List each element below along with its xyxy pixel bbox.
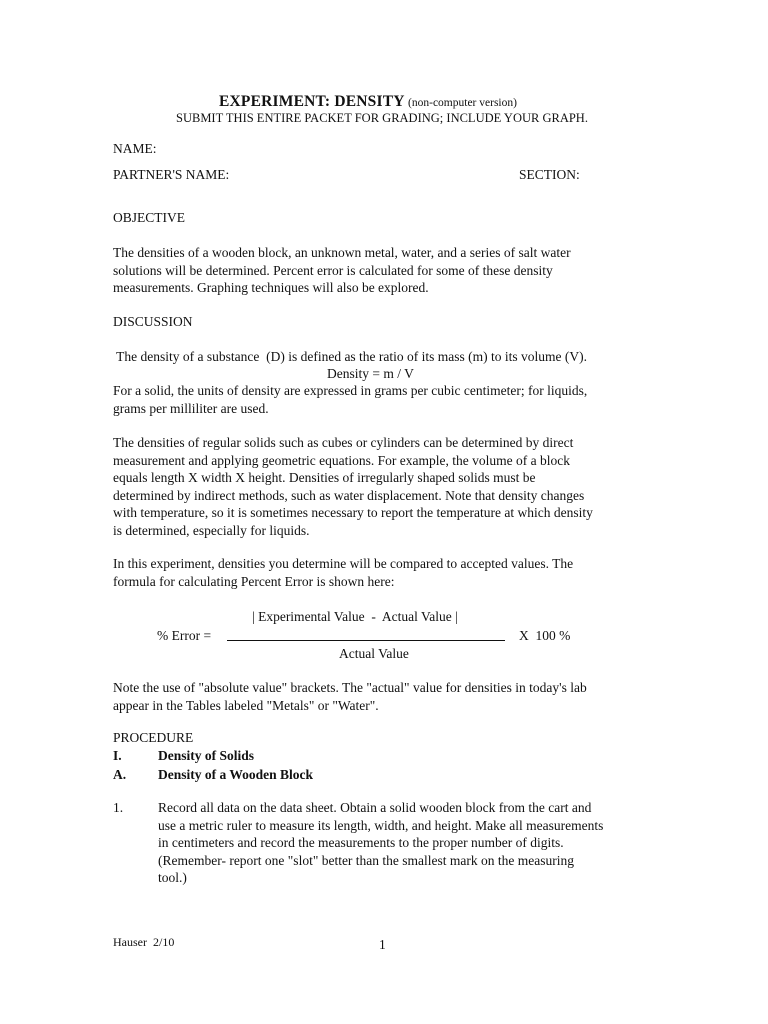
subsection-number: A. bbox=[113, 767, 127, 782]
discussion-line: In this experiment, densities you determine will be compared to accepted values. The bbox=[113, 556, 574, 571]
step-text bbox=[158, 799, 658, 887]
objective-line: The densities of a wooden block, an unknown metal, water, and a series of salt water bbox=[113, 245, 571, 260]
document-subtitle: SUBMIT THIS ENTIRE PACKET FOR GRADING; INCLUDE YOUR GRAPH. bbox=[176, 111, 588, 125]
objective-line: measurements. Graphing techniques will also be explored. bbox=[113, 280, 429, 295]
page-number: 1 bbox=[379, 937, 386, 952]
objective-heading: OBJECTIVE bbox=[113, 210, 185, 225]
footer-author: Hauser 2/10 bbox=[113, 935, 175, 949]
discussion-paragraph-2 bbox=[113, 434, 653, 539]
objective-paragraph bbox=[113, 244, 653, 297]
title-note: (non-computer version) bbox=[408, 97, 517, 109]
section-title: Density of Solids bbox=[158, 748, 255, 763]
subsection-title: Density of a Wooden Block bbox=[158, 767, 314, 782]
discussion-line: The densities of regular solids such as cubes or cylinders can be determined by direct bbox=[113, 435, 574, 450]
step-number: 1. bbox=[113, 800, 124, 815]
procedure-heading: PROCEDURE bbox=[113, 730, 194, 745]
formula-numerator: | Experimental Value - Actual Value | bbox=[252, 609, 458, 624]
name-label: NAME: bbox=[113, 141, 157, 156]
discussion-line: grams per milliliter are used. bbox=[113, 400, 269, 416]
step-line: use a metric ruler to measure its length, width, and height. Make all measurements bbox=[158, 817, 604, 833]
discussion-line: For a solid, the units of density are expressed in grams per cubic centimeter; for liquids, bbox=[113, 383, 588, 398]
step-line: in centimeters and record the measurements to the proper number of digits. bbox=[158, 835, 564, 850]
discussion-line: formula for calculating Percent Error is shown here: bbox=[113, 573, 395, 589]
step-line: tool.) bbox=[158, 870, 187, 885]
formula-denominator: Actual Value bbox=[339, 646, 409, 661]
partner-name-label: PARTNER'S NAME: bbox=[113, 167, 230, 182]
discussion-line: is determined, especially for liquids. bbox=[113, 522, 310, 538]
density-equation: Density = m / V bbox=[327, 366, 414, 381]
formula-fraction-bar bbox=[227, 640, 505, 641]
discussion-line: Note the use of "absolute value" brackets. The "actual" value for densities in today's lab bbox=[113, 680, 587, 695]
discussion-paragraph-3 bbox=[113, 555, 653, 590]
discussion-line: determined by indirect methods, such as water displacement. Note that density changes bbox=[113, 487, 585, 503]
formula-lhs: % Error = bbox=[157, 628, 212, 643]
formula-multiplier: X 100 % bbox=[519, 628, 571, 643]
section-number: I. bbox=[113, 748, 122, 763]
discussion-intro: The density of a substance (D) is defined as the ratio of its mass (m) to its volume (V). bbox=[113, 349, 588, 364]
step-line: Record all data on the data sheet. Obtain a solid wooden block from the cart and bbox=[158, 800, 592, 815]
section-label: SECTION: bbox=[519, 167, 580, 182]
discussion-paragraph-1 bbox=[113, 382, 653, 417]
discussion-heading: DISCUSSION bbox=[113, 314, 193, 329]
objective-line: solutions will be determined. Percent error is calculated for some of these density bbox=[113, 262, 553, 278]
discussion-line: with temperature, so it is sometimes necessary to report the temperature at which density bbox=[113, 505, 593, 520]
title-text: EXPERIMENT: DENSITY bbox=[219, 93, 405, 110]
discussion-line: measurement and applying geometric equations. For example, the volume of a block bbox=[113, 452, 570, 468]
discussion-line: equals length X width X height. Densities of irregularly shaped solids must be bbox=[113, 470, 536, 485]
discussion-line: appear in the Tables labeled "Metals" or "Water". bbox=[113, 697, 379, 713]
discussion-paragraph-4 bbox=[113, 679, 653, 714]
step-line: (Remember- report one "slot" better than the smallest mark on the measuring bbox=[158, 852, 575, 868]
